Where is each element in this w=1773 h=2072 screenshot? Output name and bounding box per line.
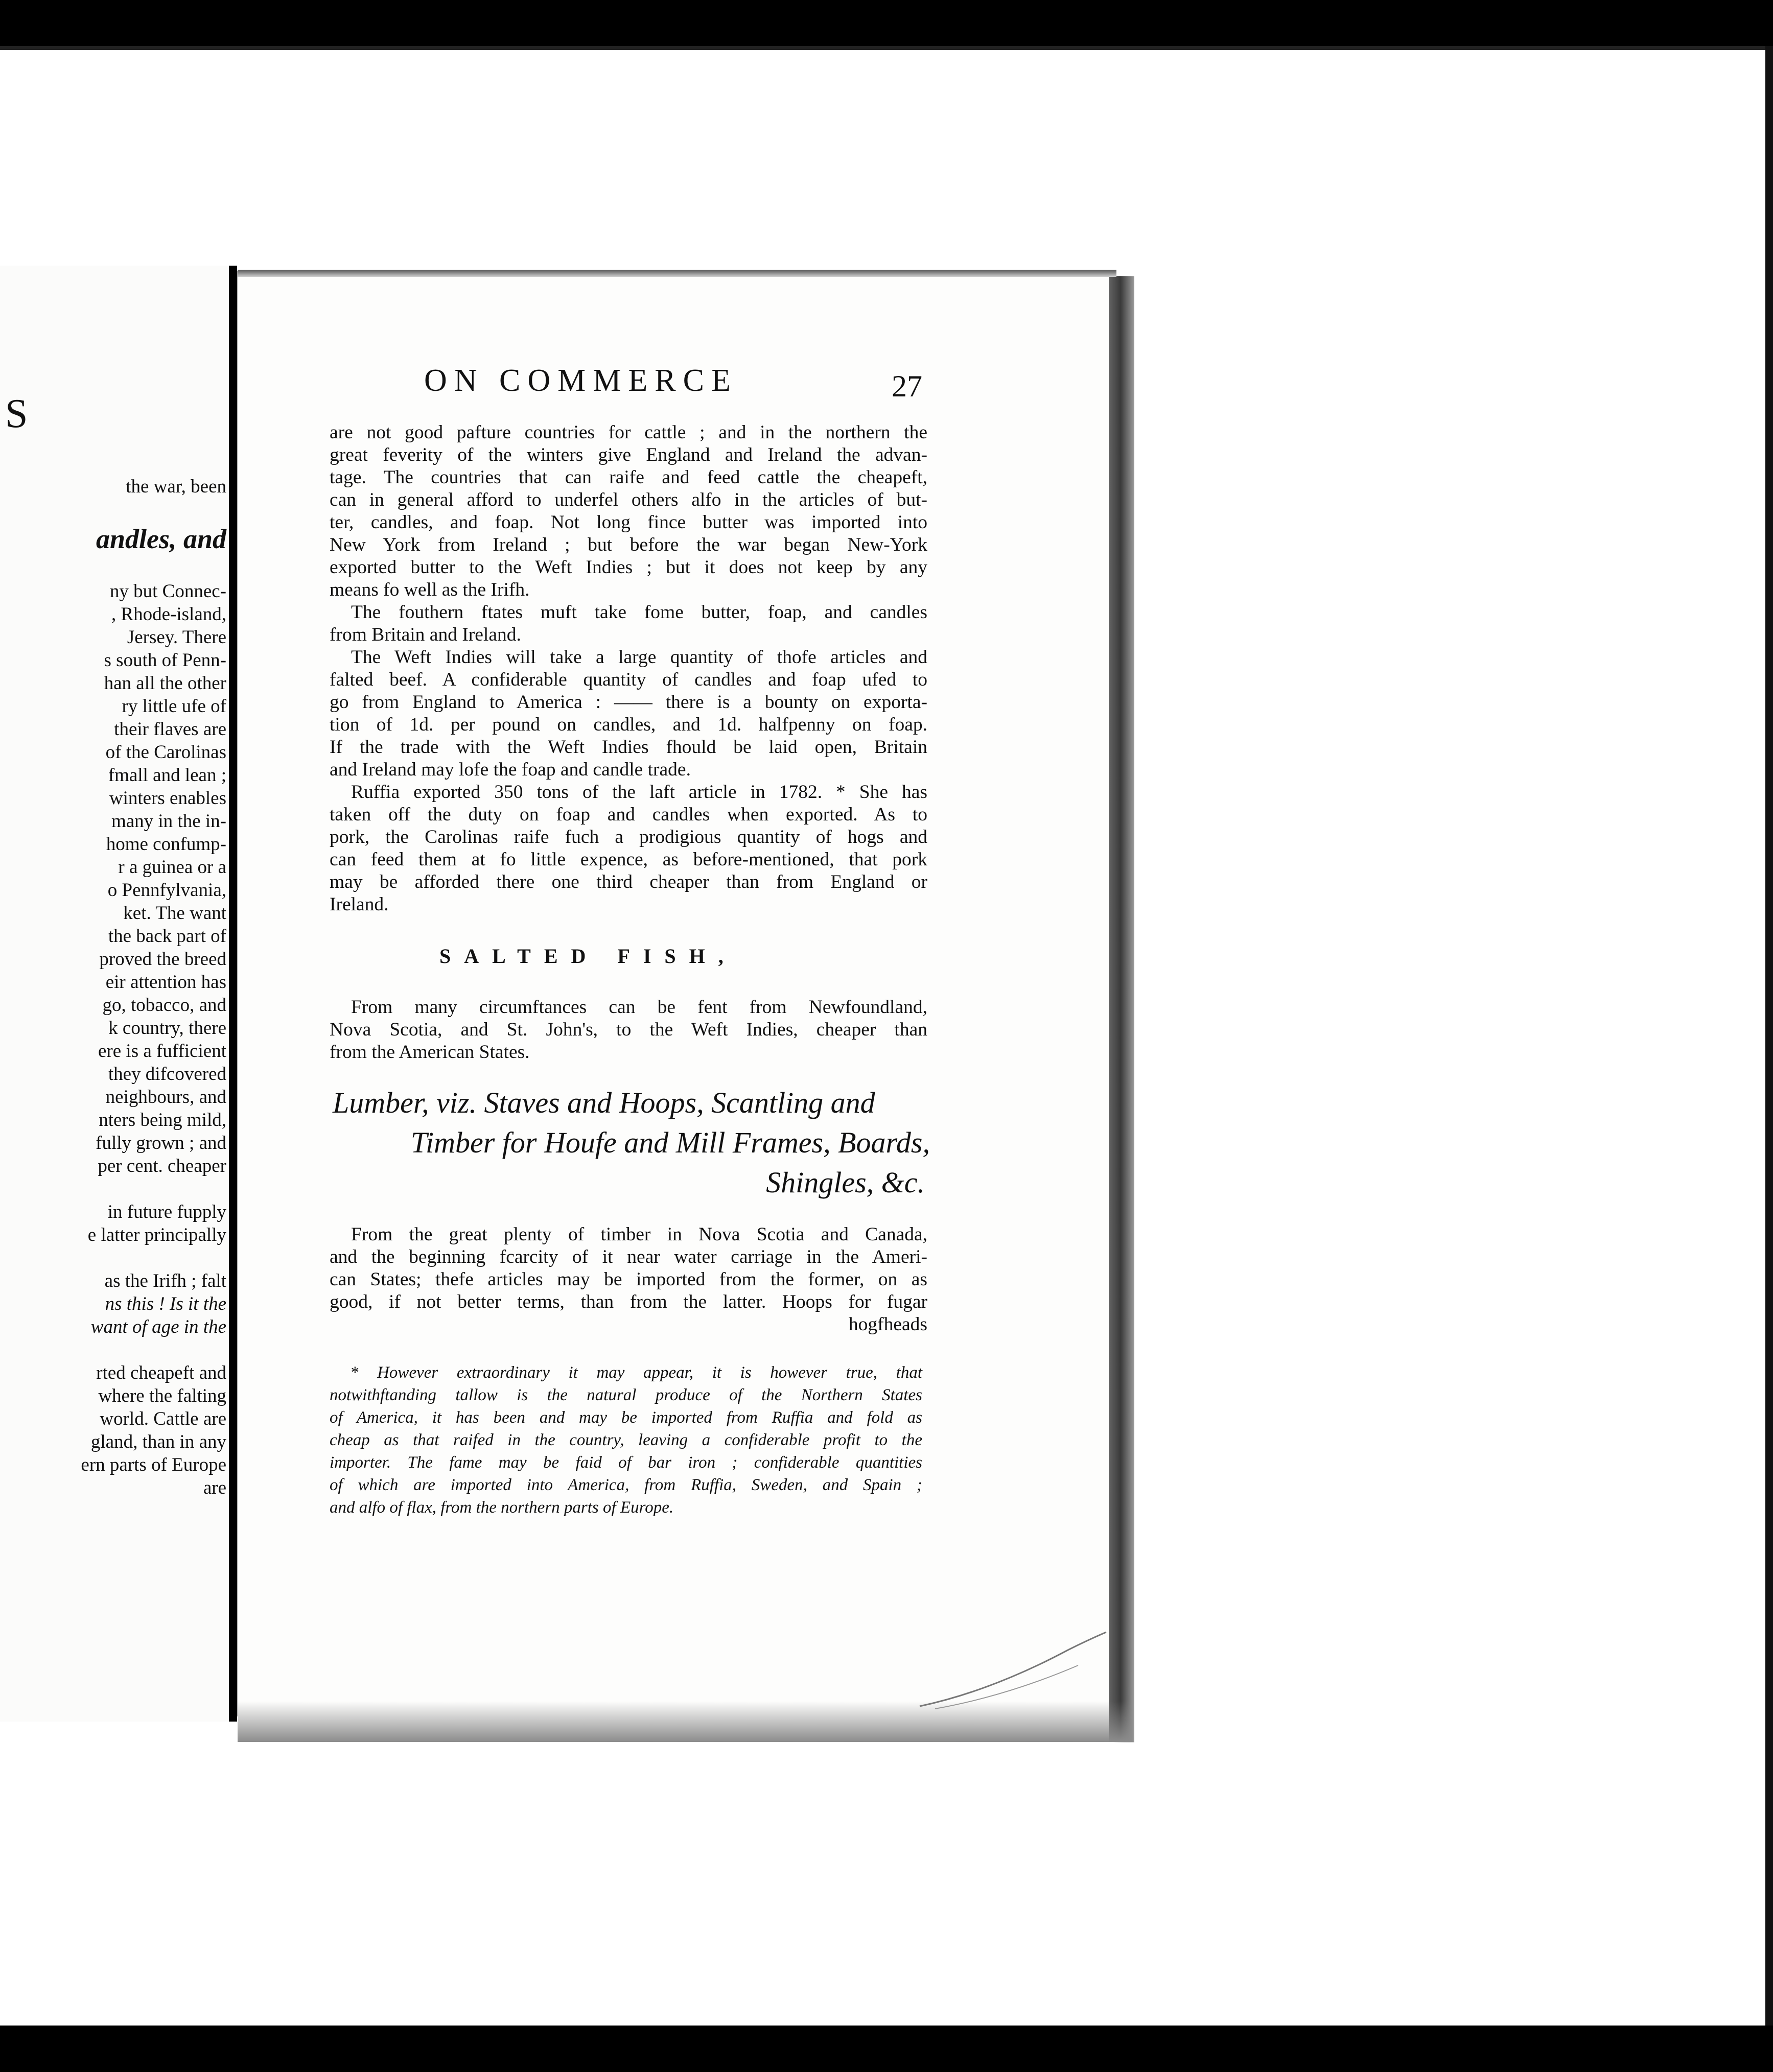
left-page-line: Jersey. There: [127, 627, 226, 648]
body-line: can in general afford to underfel others alfo in the articles of but-: [330, 489, 927, 510]
left-page-line: of the Carolinas: [105, 742, 226, 763]
body-line: go from England to America : —— there is a bounty on exporta-: [330, 692, 927, 713]
left-page-line: ry little ufe of: [122, 696, 226, 717]
left-page-line: the war, been: [126, 476, 226, 497]
body-line: tage. The countries that can raife and feed cattle the cheapeft,: [330, 467, 927, 488]
body-line: The Weft Indies will take a large quantity of thofe articles and: [351, 647, 927, 668]
left-page-line: nters being mild,: [99, 1110, 226, 1131]
salted-fish-line: Nova Scotia, and St. John's, to the Weft Indies, cheaper than: [330, 1019, 927, 1040]
left-page-line: their flaves are: [114, 719, 226, 740]
salted-fish-paragraph: [330, 996, 927, 1064]
timber-line: hogfheads: [848, 1314, 927, 1335]
left-page-line: han all the other: [104, 673, 226, 694]
body-line: ter, candles, and foap. Not long fince butter was imported into: [330, 512, 927, 533]
salted-fish-line: from the American States.: [330, 1042, 530, 1063]
lumber-heading-line: Shingles, &c.: [766, 1166, 925, 1199]
footnote-line: notwithftanding tallow is the natural produce of the Northern States: [330, 1386, 922, 1404]
body-line: tion of 1d. per pound on candles, and 1d. halfpenny on foap.: [330, 714, 927, 735]
left-page-line: o Pennfylvania,: [107, 880, 226, 901]
timber-line: good, if not better terms, than from the latter. Hoops for fugar: [330, 1291, 927, 1312]
salted-fish-line: From many circumftances can be fent from Newfoundland,: [351, 997, 927, 1018]
body-line: New York from Ireland ; but before the war began New-York: [330, 534, 927, 555]
body-line: may be afforded there one third cheaper than from England or: [330, 872, 927, 892]
scan-border-right: [1765, 46, 1773, 2026]
left-page-line: fully grown ; and: [96, 1133, 226, 1153]
footnote-line: and alfo of flax, from the northern parts of Europe.: [330, 1498, 674, 1517]
scan-border-top: [0, 0, 1773, 46]
body-line: can feed them at fo little expence, as before-mentioned, that pork: [330, 849, 927, 870]
lumber-heading-line: Lumber, viz. Staves and Hoops, Scantling and: [333, 1086, 875, 1119]
body-line: taken off the duty on foap and candles when exported. As to: [330, 804, 927, 825]
left-page-line: per cent. cheaper: [98, 1156, 226, 1176]
lumber-heading: [330, 1083, 930, 1203]
body-line: are not good pafture countries for cattle ; and in the northern the: [330, 422, 927, 443]
body-line: If the trade with the Weft Indies fhould be laid open, Britain: [330, 737, 927, 758]
left-page-line: [2, 557, 226, 580]
left-page-line: ny but Connec-: [109, 581, 226, 602]
running-head: ON COMMERCE: [424, 363, 738, 398]
body-line: pork, the Carolinas raife fuch a prodigious quantity of hogs and: [330, 827, 927, 847]
book-gutter: [229, 266, 237, 1722]
footnote-line: cheap as that raifed in the country, leaving a confiderable profit to the: [330, 1431, 922, 1449]
footnote: [330, 1361, 922, 1519]
scan-border-top-inner: [0, 46, 1773, 50]
page-bottom-shadow: [238, 1701, 1132, 1742]
body-line: from Britain and Ireland.: [330, 624, 521, 645]
body-line: Ireland.: [330, 894, 389, 915]
left-page-line: ere is a fufficient: [98, 1041, 226, 1062]
left-page-line: want of age in the: [90, 1316, 226, 1337]
left-page-line: k country, there: [108, 1018, 226, 1039]
footnote-line: of America, it has been and may be imported from Ruffia and fold as: [330, 1408, 922, 1427]
body-line: exported butter to the Weft Indies ; but it does not keep by any: [330, 557, 927, 578]
scan-border-bottom: [0, 2026, 1773, 2072]
body-text: [330, 421, 927, 916]
body-line: falted beef. A confiderable quantity of candles and foap ufed to: [330, 669, 927, 690]
left-page-line: ket. The want: [123, 903, 226, 924]
left-page-line: proved the breed: [99, 949, 226, 970]
left-page-line: [2, 1178, 226, 1200]
salted-fish-heading: SALTED FISH,: [439, 945, 737, 968]
left-page-line: they difcovered: [108, 1064, 226, 1085]
left-page-line: fmall and lean ;: [108, 765, 226, 786]
timber-line: and the beginning fcarcity of it near water carriage in the Ameri-: [330, 1246, 927, 1267]
lumber-heading-line: Timber for Houfe and Mill Frames, Boards,: [410, 1126, 930, 1159]
left-running-head-fragment: S: [5, 391, 31, 436]
left-page-line: winters enables: [109, 788, 226, 809]
left-page: [0, 266, 232, 1722]
left-page-line: where the falting: [98, 1385, 226, 1406]
left-page-line: go, tobacco, and: [102, 995, 226, 1016]
body-line: The fouthern ftates muft take fome butter, foap, and candles: [351, 602, 927, 623]
left-page-line: r a guinea or a: [118, 857, 226, 878]
left-page-line: as the Irifh ; falt: [104, 1270, 226, 1291]
left-page-line: , Rhode-island,: [111, 604, 226, 625]
left-page-line: world. Cattle are: [100, 1408, 226, 1429]
footnote-line: of which are imported into America, from Ruffia, Sweden, and Spain ;: [330, 1476, 922, 1494]
body-line: great feverity of the winters give England and Ireland the advan-: [330, 444, 927, 465]
left-page-line: andles, and: [96, 524, 226, 554]
timber-line: can States; thefe articles may be imported from the former, on as: [330, 1269, 927, 1290]
body-line: Ruffia exported 350 tons of the laft article in 1782. * She has: [351, 782, 927, 803]
footnote-line: * However extraordinary it may appear, it is however true, that: [350, 1363, 922, 1382]
left-page-text: [2, 475, 226, 1499]
left-page-line: [2, 1246, 226, 1269]
left-page-line: e latter principally: [87, 1225, 226, 1245]
page-corner-curl: [915, 1630, 1109, 1711]
left-page-line: s south of Penn-: [104, 650, 226, 671]
page-number: 27: [892, 369, 922, 403]
timber-line: From the great plenty of timber in Nova Scotia and Canada,: [351, 1224, 927, 1245]
footnote-line: importer. The fame may be faid of bar iron ; confiderable quantities: [330, 1453, 922, 1472]
timber-paragraph: [330, 1223, 927, 1336]
left-page-line: in future fupply: [107, 1202, 226, 1222]
left-page-line: many in the in-: [111, 811, 226, 832]
body-line: means fo well as the Irifh.: [330, 579, 530, 600]
page-top-edge: [238, 270, 1116, 277]
left-page-line: rted cheapeft and: [96, 1362, 226, 1383]
body-line: and Ireland may lofe the foap and candle trade.: [330, 759, 691, 780]
left-page-line: ern parts of Europe: [81, 1454, 226, 1475]
left-page-line: eir attention has: [105, 972, 226, 993]
left-page-line: the back part of: [108, 926, 226, 947]
left-page-line: [2, 1338, 226, 1361]
left-page-line: home confump-: [106, 834, 226, 855]
left-page-line: neighbours, and: [105, 1087, 226, 1108]
left-page-line: ns this ! Is it the: [105, 1293, 226, 1314]
left-page-line: [2, 498, 226, 521]
left-page-line: are: [203, 1477, 226, 1498]
left-page-line: gland, than in any: [90, 1431, 226, 1452]
